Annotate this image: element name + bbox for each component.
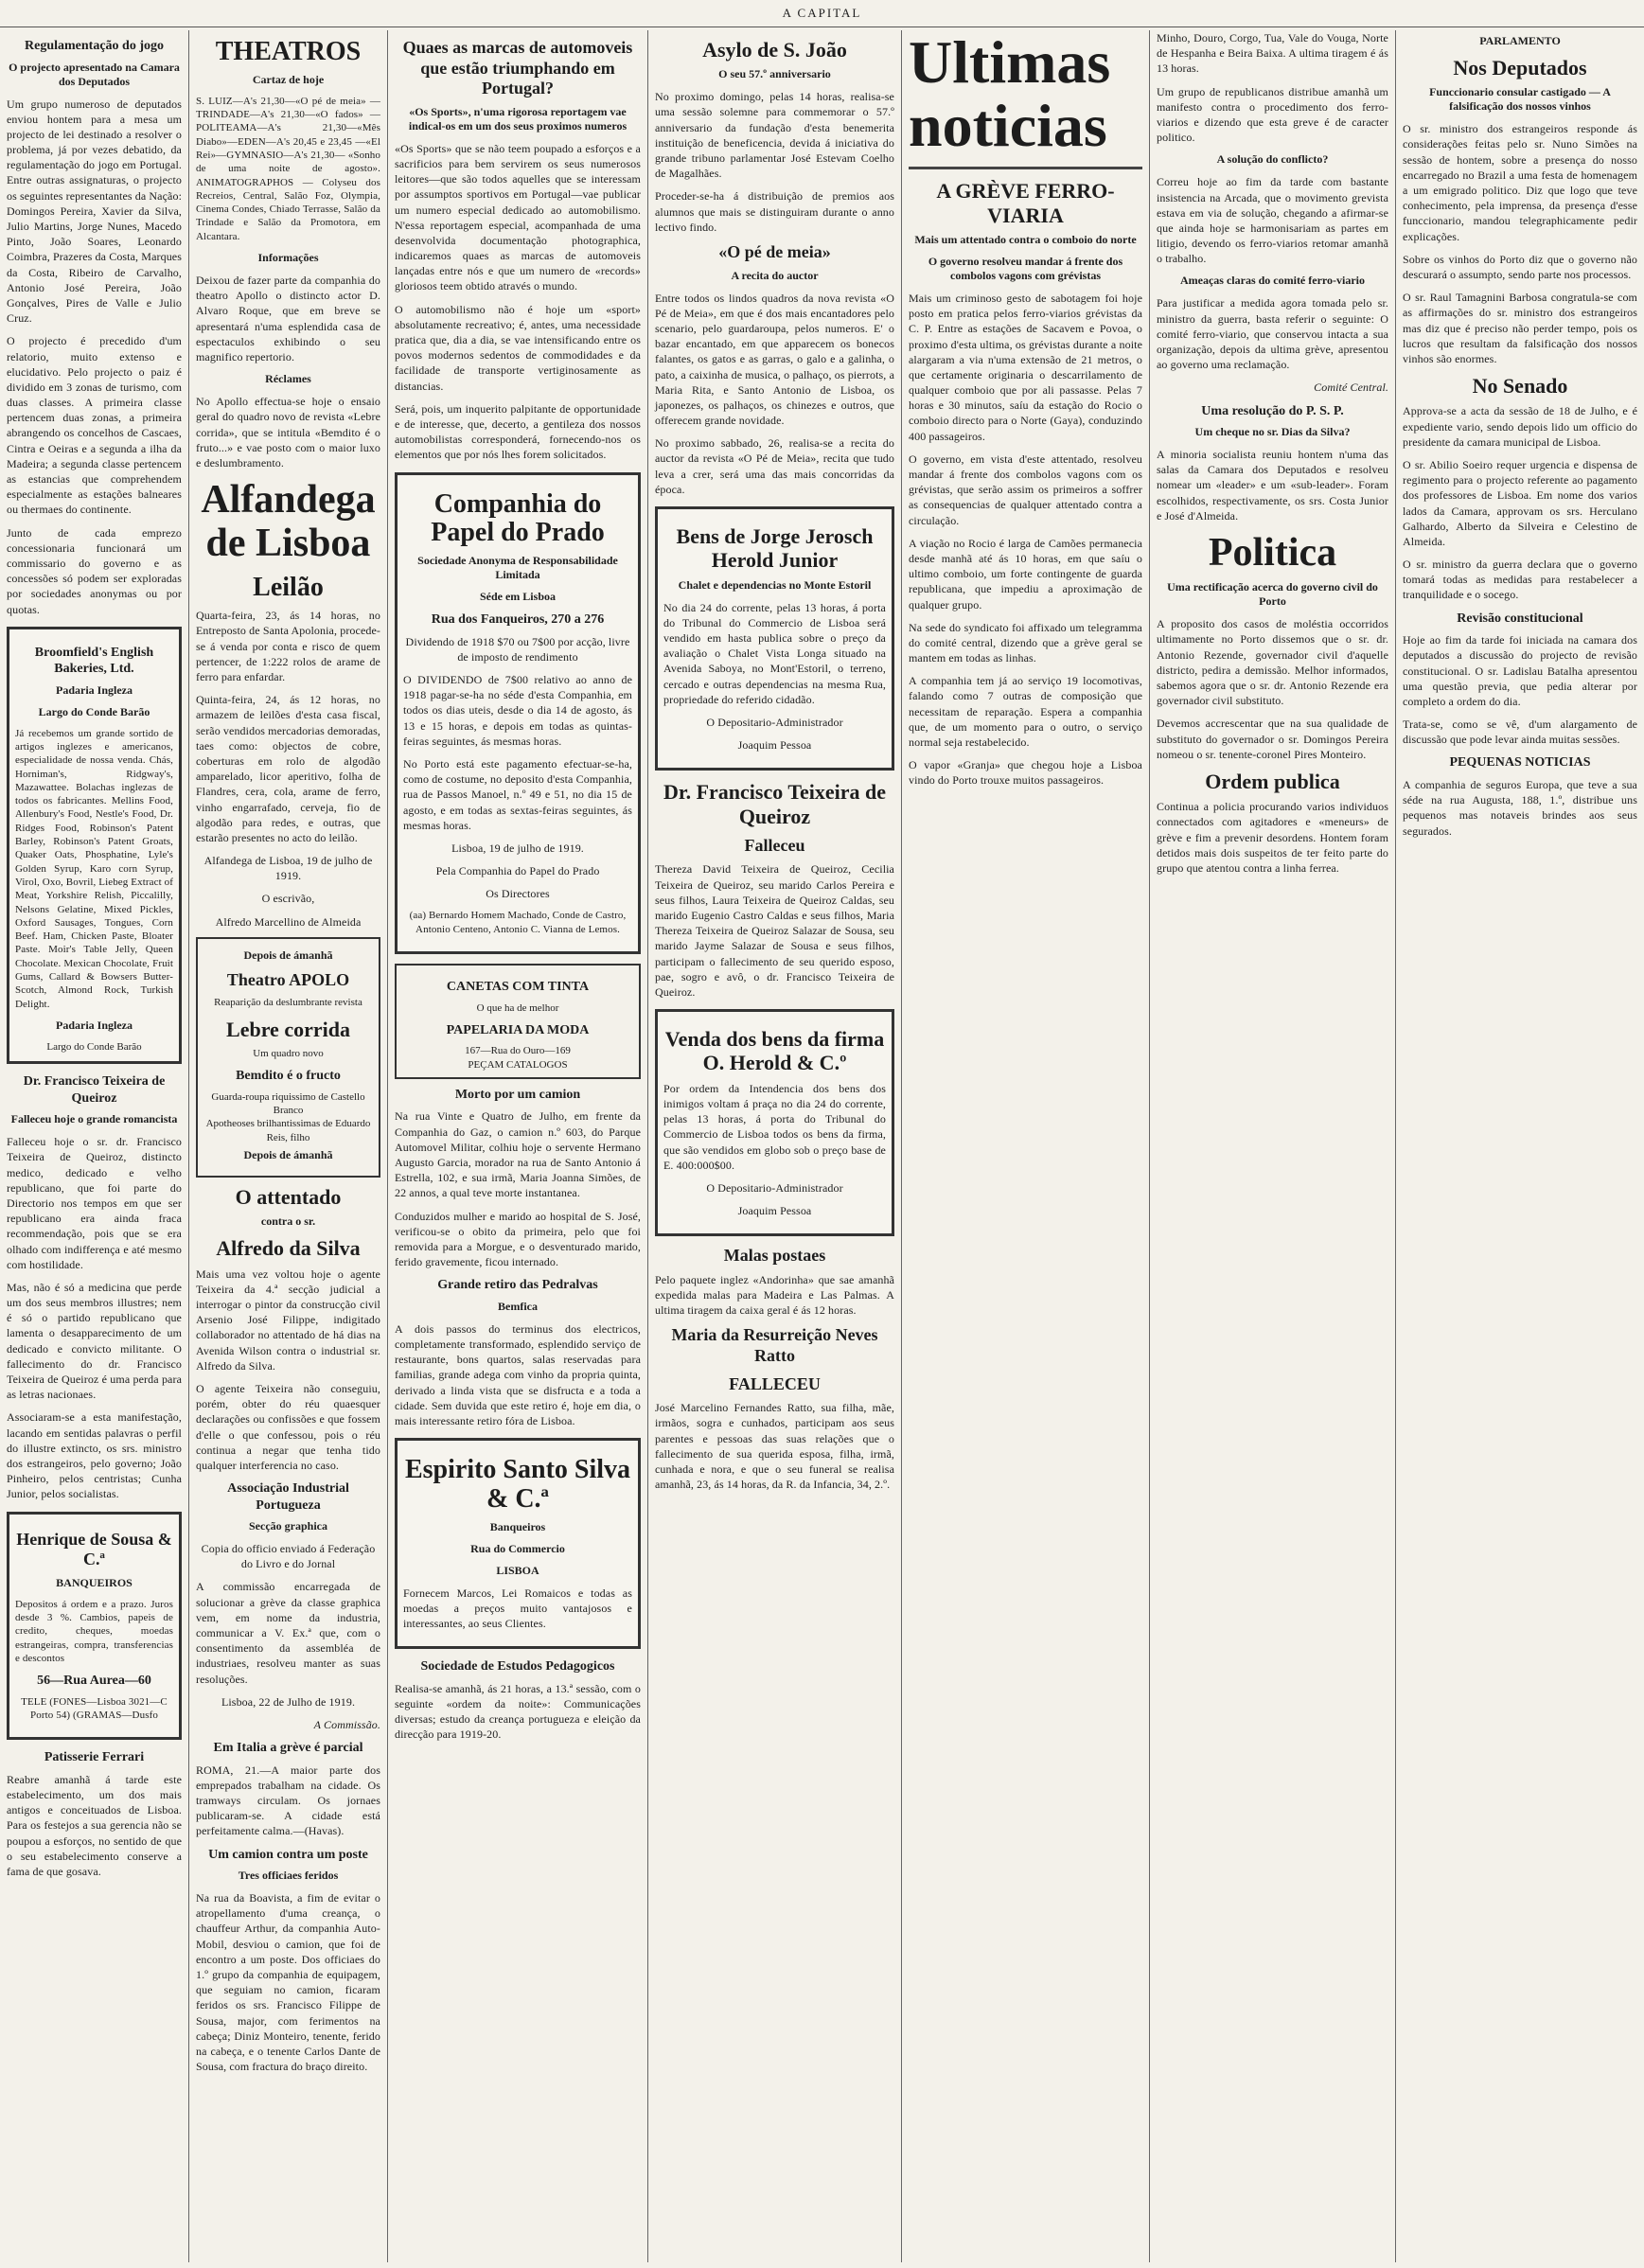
article-subtitle: Tres officiaes feridos: [238, 1869, 339, 1883]
ad-line: Guarda-roupa riquissimo de Castello Branco: [211, 1090, 365, 1117]
article-text: Continua a policia procurando varios individuos connectados com agitadores e «meneurs» de grève e fim a prevenir desordens. Hontem foram detidos mais dois suspeitos de ter feito parte do grupo que atentou contra a linha ferrea.: [1157, 800, 1388, 875]
ad-line: Reaparição da deslumbrante revista: [214, 997, 362, 1009]
article-text: ROMA, 21.—A maior parte dos emprepados trabalham na cidade. Os tramways circulam. Os jornaes publicaram-se. A cidade está perfeitamente calma.—(Havas).: [196, 1763, 380, 1838]
article-text: Trata-se, como se vê, d'um alargamento de discussão que pode levar ainda muitas sessões.: [1403, 718, 1637, 747]
column-5: [902, 30, 1150, 2262]
ad-line: PEÇAM CATALOGOS: [468, 1058, 568, 1071]
ad-text: Já recebemos um grande sortido de artigos inglezes e americanos, especialidade de nossa venda. Chás, Horniman's, Ridgway's, Mazawattee. Bolachas inglezas de todos os fabricantes. Mellins Food, Allenbury's Food, Nestle's Food, Dr. Ridges Food, Robinson's Patent Barley, Robinson's Patent Groats, Quaker Oats, Phosphatine, Lyle's Golden Syrup, Karo corn Syrup, Virol, Oxo, Bovril, Liebeg Extract of Meat, Yorkshire Relish, Piccalilly, Nelsons Gelatine, Mixed Pickles, Oxford Sausages, Tongues, Corn Beef. Ham, Chicken Paste, Bloater Paste. Moir's Table Jelly, Queen Chocolate. Mexican Chocolate, Fruit Gums, Callard & Bowsers Butter-Scotch, Almond Rock, Turkish Delight.: [15, 727, 173, 1010]
article-title: Alfredo da Silva: [216, 1236, 361, 1261]
theatres-subtitle: Cartaz de hoje: [252, 72, 325, 86]
sale-subtitle: Chalet e dependencias no Monte Estoril: [678, 577, 872, 592]
ad-header: Depois de ámanhã: [243, 948, 333, 962]
ad-theatre: Theatro APOLO: [226, 969, 350, 989]
article-subtitle: Bemfica: [498, 1299, 538, 1313]
ad-line: Apotheoses brilhantissimas de Eduardo Reis, filho: [205, 1118, 371, 1143]
article-text: O DIVIDENDO de 7$00 relativo ao anno de 1918 pagar-se-ha no séde d'esta Companhia, em todos os dias uteis, desde o dia 14 de agosto, ás 13 e 15 horas, e depois em todas as quintas-feiras seguintes, ás mesmas horas.: [403, 673, 632, 748]
article-title: Em Italia a grève é parcial: [213, 1741, 363, 1756]
article-text: Na rua Vinte e Quatro de Julho, em frente da Companhia do Gaz, o camion n.º 603, do Parque Automovel Militar, colhiu hoje o servente Hermano Augusto Garcia, morador na rua de Santo Antonio á Estrella, 102, e sua irmã, Maria Joanna Simões, de 22 annos, a qual teve morte instantanea.: [395, 1109, 641, 1200]
article-text: Por ordem da Intendencia dos bens dos inimigos voltam á praça no dia 24 do corrente, pelas 13 horas, á porta do Tribunal do Commercio de Lisboa todos os bens da firma, que são vendidos em globo sob o preço base de E. 400:000$00.: [663, 1081, 886, 1172]
article-text: Falleceu hoje o sr. dr. Francisco Teixeira de Queiroz, distincto medico, dedicado e velho republicano, que foi parte do Directorio nos tempos em que ser republicano era ainda fraca recommendação, pois que se era olhado com indifferença e até mesmo com hostilidade.: [7, 1135, 182, 1271]
article-subtitle: Mais um attentado contra o comboio do norte: [914, 232, 1137, 246]
article-text: A viação no Rocio é larga de Camões permanecia desde manhã até ás 10 horas, em que saíu o ultimo comboio, um forte contingente de guarda republicana, que impediu a aproximação de qualquer grupo.: [909, 536, 1142, 611]
article-text: No Apollo effectua-se hoje o ensaio geral do quadro novo de revista «Lebre corrida», que se intitula «Bemdito é o fruto...» e vae posto com o maior luxo e deslumbramento.: [196, 395, 380, 470]
article-subtitle: Uma rectificação acerca do governo civil do Porto: [1167, 580, 1378, 609]
sale-title: Bens de Jorge Jerosch Herold Junior: [676, 524, 874, 573]
article-text: Realisa-se amanhã, ás 21 horas, a 13.ª sessão, com o seguinte «ordem da noite»: Communicações diversas; estudo da creança portugueza e eleição da direcção para 1919-20.: [395, 1681, 641, 1742]
signature-name: Alfredo Marcellino de Almeida: [215, 914, 362, 929]
article-title: Grande retiro das Pedralvas: [437, 1278, 598, 1293]
obituary-title: Dr. Francisco Teixeira de Queiroz: [663, 780, 887, 828]
article-text: Será, pois, um inquerito palpitante de opportunidade e de interesse, que, decerto, a gentileza dos nossos automobilistas corresponderá, fornecendo-nos os elementos que por nós lhes forem solicitados.: [395, 401, 641, 462]
signature-name: Joaquim Pessoa: [737, 738, 812, 753]
article-text: Minho, Douro, Corgo, Tua, Vale do Vouga, Norte de Hespanha e Beira Baixa. A ultima tiragem é ás 13 horas.: [1157, 31, 1388, 76]
article-text: Entre todos os lindos quadros da nova revista «O Pé de Meia», em que é dos mais encantadores pelo scenario, pelo guardaroupa, pelos numeros. E' o bazar encantado, em que apparecem os bonecos falantes, os gatos e as garras, o galo e a galinha, o pato, a caixinha de musica, o palhaço, os pierrots, a Maria Rita, e Santo Antonio de Lisboa, os japonezes, os palhaços, os chinezes e outros, que offerecem grande novidade.: [655, 291, 894, 428]
article-text: José Marcelino Fernandes Ratto, sua filha, mãe, irmãos, sogra e cunhados, participam aos seus parentes e pessoas das suas relações que o fallecimento de sua querida esposa, filha, irmã, cunhada e nora, e que o seu funeral se realisa amanhã, 23, ás 14 horas, da R. da Infancia, 34, 2.º.: [655, 1401, 894, 1492]
customs-title: Alfandega de Lisboa: [201, 478, 376, 566]
theatres-heading: THEATROS: [215, 37, 362, 66]
politics-title: Politica: [1208, 531, 1337, 575]
section-title: A solução do conflicto?: [1216, 152, 1329, 167]
bank-ad: [7, 1512, 182, 1741]
ad-title: Henrique de Sousa & C.ª: [16, 1529, 172, 1569]
auction-title: Leilão: [253, 572, 324, 602]
bank-address: Rua do Commercio: [470, 1541, 565, 1555]
signature: Comité Central.: [1314, 381, 1388, 395]
theatre-ad: [196, 937, 380, 1178]
article-text: Proceder-se-ha á distribuição de premios aos alumnos que mais se distinguiram durante o anno lectivo findo.: [655, 189, 894, 234]
ad-footer-place: Largo do Conde Barão: [46, 1040, 142, 1053]
article-title: «O pé de meia»: [718, 241, 831, 261]
article-text: A companhia tem já ao serviço 19 locomotivas, falando como 7 outras de composição que necessitam de reparação. Espera a companhia que, de um momento para o outro, o serviço normal seja restabelecido.: [909, 674, 1142, 750]
ad-title: Broomfield's English Bakeries, Ltd.: [34, 645, 154, 677]
column-1: [0, 30, 189, 2262]
article-text: A dois passos do terminus dos electricos, completamente transformado, esplendido serviço de restaurante, bons quartos, salas reservadas para familias, grande adega com vinho da propria quinta, derivado a linda vista que se disfructa e a toda a cidade. Sem duvida que este retiro é, hoje em dia, o mais interessante retiro fóra de Lisboa.: [395, 1321, 641, 1427]
column-7: [1396, 30, 1644, 2262]
sale-title: Venda dos bens da firma O. Herold & C.º: [664, 1027, 885, 1075]
article-title: Um camion contra um poste: [208, 1847, 368, 1862]
article-text: Quinta-feira, 24, ás 12 horas, no armazem de leilões d'esta casa fiscal, serão vendidos mercadorias demoradas, taes como: objectos de cobre, coberturas em rolo de algodão amparelado, licor aperitivo, folha de Flandres, cera, cola, arame de ferro, vinho engarrafado, cerveja, fio de algodão para redes, e outras, que estarão presentes no acto do leilão.: [196, 693, 380, 844]
company-seat: Séde em Lisboa: [479, 590, 556, 604]
article-text: «Os Sports» que se não teem poupado a esforços e a sacrificios para bem servirem os seus numerosos leitores—que são todos aquelles que se interessam por assumptos sportivos em Portugal—vae publicar um numero especial dedicado ao automobilismo. N'essa reportagem especial, acompanhada de uma desenvolvida documentação photographica, indicaremos quaes as marcas de automoveis lançadas entre nós e que um numero de «records» gloriosos teem obtido através o mundo.: [395, 141, 641, 293]
article-subtitle: O governo resolveu mandar á frente dos combolos vagons com grévistas: [928, 254, 1123, 282]
bakery-ad: [7, 627, 182, 1065]
signature: O Depositario-Administrador: [706, 715, 843, 729]
obituary-title: Dr. Francisco Teixeira de Queiroz: [23, 1074, 166, 1106]
date-line: Alfandega de Lisboa, 19 de julho de 1919.: [203, 854, 373, 883]
ad-line: O que ha de melhor: [476, 1001, 559, 1014]
article-title: Regulamentação do jogo: [25, 39, 164, 53]
section-title: Réclames: [265, 372, 311, 386]
article-text: Copia do officio enviado á Federação do Livro e do Jornal: [201, 1542, 376, 1571]
ad-phone: TELE (FONES—Lisboa 3021—C Porto 54) (GRAMAS—Dusfo: [21, 1695, 168, 1721]
sale-ad: [655, 1009, 894, 1236]
article-text: A proposito dos casos de moléstia occorridos ultimamente no Porto dissemos que o sr. dr. Antonio Rezende, governador civil d'aquelle districto, pedira a demissão. Melhor informados, sabemos agora que o sr. dr. Antonio Rezende era governador civil substituto.: [1157, 617, 1388, 708]
signature: O escrivão,: [261, 892, 315, 906]
article-text: A commissão encarregada de solucionar a grève da classe graphica vem, em nome da industria, communicar a V. Ex.ª que, com o consentimento da assembléa de industriaes, resolveu manter as suas resoluções.: [196, 1580, 380, 1686]
date-line: Lisboa, 22 de Julho de 1919.: [221, 1694, 356, 1709]
signature: Os Directores: [486, 887, 550, 901]
article-text: Na sede do syndicato foi affixado um telegramma do comité central, dizendo que a grève geral se mantem em todas as linhas.: [909, 620, 1142, 665]
article-text: Mais uma vez voltou hoje o agente Teixeira da 4.ª secção judicial a interrogar o pintor da construcção civil Arsenio José Filippe, indigitado collaborador no attentado de há dias na Avenida Wilson contra o industrial sr. Alfredo da Silva.: [196, 1267, 380, 1373]
article-text: Approva-se a acta da sessão de 18 de Julho, e é expediente vario, sendo depois lido um officio do presidente da camara municipal de Lisboa.: [1403, 404, 1637, 449]
signature: Pela Companhia do Papel do Prado: [435, 864, 600, 878]
article-text: O vapor «Granja» que chegou hoje a Lisboa vindo do Porto trouxe muitos passageiros.: [909, 758, 1142, 788]
association-subtitle: Secção graphica: [249, 1519, 327, 1533]
obituary-title: Maria da Resurreição Neves Ratto: [671, 1325, 878, 1366]
pens-ad: [395, 964, 641, 1079]
article-text: Junto de cada emprezo concessionaria funcionará um commissario do governo e as concessões só podem ser exploradas por sociedades anonymas ou por quotas.: [7, 525, 182, 616]
ad-line: Um quadro novo: [253, 1048, 324, 1060]
article-text: Correu hoje ao fim da tarde com bastante insistencia na Arcada, que o movimento grevista estava em via de solução, chegando a afirmar-se que ainda hoje se harmonisariam as partes em litigio, devendo os ferro-viarios retomar amanhã o trabalho.: [1157, 175, 1388, 266]
section-label: PARLAMENTO: [1479, 34, 1561, 47]
article-title: Uma resolução do P. S. P.: [1201, 403, 1344, 418]
bank-city: LISBOA: [496, 1563, 539, 1577]
article-subtitle: A recita do auctor: [731, 268, 819, 282]
article-subtitle: «Os Sports», n'uma rigorosa reportagem vae indical-os em um dos seus proximos numeros: [408, 104, 628, 133]
article-title: PEQUENAS NOTICIAS: [1449, 755, 1591, 771]
article-title: Quaes as marcas de automoveis que estão triumphando em Portugal?: [402, 38, 633, 98]
article-title: Malas postaes: [723, 1246, 826, 1266]
company-ad: [395, 472, 641, 955]
obituary-subtitle: Falleceu: [744, 835, 805, 855]
article-text: No dia 24 do corrente, pelas 13 horas, á porta do Tribunal do Commercio de Lisboa será vendido em hasta publica sobre o preço da avaliação o Chalet Vista Longa situado na Avenida Saboya, no Mont'Estoril, o terreno, cercado e outras dependencias na mesma Rua, propriedade do referido cidadão.: [663, 600, 886, 706]
signature-name: Joaquim Pessoa: [737, 1204, 812, 1218]
article-text: No Porto está este pagamento efectuar-se-ha, como de costume, no deposito d'esta Companhia, rua de Passos Manoel, n.º 49 e 51, no dia 15 de agosto, e em todas as sextas-feiras seguintes, ás mesmas horas.: [403, 756, 632, 832]
article-title: Patisserie Ferrari: [44, 1750, 145, 1765]
sale-ad: [655, 506, 894, 771]
company-address: Rua dos Fanqueiros, 270 a 276: [431, 612, 605, 628]
ad-address: 167—Rua do Ouro—169: [465, 1045, 571, 1057]
ad-title: CANETAS COM TINTA: [446, 980, 590, 995]
article-text: O governo, em vista d'este attentado, resolveu mandar á frente dos combolos vagons com os grévistas, que serão assim os primeiros a soffrer as consequencias de qualquer attentado contra a circulação.: [909, 452, 1142, 527]
section-title: Informações: [257, 251, 319, 265]
ad-show: Bemdito é o fructo: [236, 1069, 341, 1084]
company-subtitle: Sociedade Anonyma de Responsabilidade Limitada: [417, 554, 618, 582]
article-text: S. LUIZ—A's 21,30—«O pé de meia» —TRINDADE—A's 21,30—«O fados» —POLITEAMA—A's 21,30—«Mês Diabo»—EDEN—A's 20,45 e 23,45 —«El Rei»—GYMNASIO—A's 21,30— «Sonho de uma noite de agosto». ANIMATOGRAPHOS — Colyseu dos Recreios, Central, Salão Foz, Olympia, Cinema Condes, Chiado Terrasse, Salão da Trindade e Salão da Promotora, em Alcantara.: [196, 95, 380, 242]
bank-ad: [395, 1438, 641, 1649]
article-text: Para justificar a medida agora tomada pelo sr. ministro da guerra, basta referir o seguinte: O comité ferro-viario, que conservou intacta a sua organização, depois da ultima grève, apresentou ao governo uma reclamação.: [1157, 296, 1388, 372]
date-line: Lisboa, 19 de julho de 1919.: [451, 841, 584, 855]
article-text: Mais um criminoso gesto de sabotagem foi hoje posto em pratica pelos ferro-viarios grévistas da C. P. Entre as estações de Sacavem e Povoa, o proximo d'esta ultima, os grévistas durante a noite alargaram a via n'uma extensão de 21 metros, o que certamente originaria o descarrilamento de qualquer comboio que por ali passasse. Pelas 7 horas e 30 minutos, saíu da estação do Rocio o comboio directo para o Norte (Gaya), conduzindo 400 passageiros.: [909, 291, 1142, 443]
column-3: [388, 30, 648, 2262]
article-text: A companhia de seguros Europa, que teve a sua séde na rua Augusta, 188, 1.º, distribue uns pequenos mas notaveis brindes aos seus segurados.: [1403, 777, 1637, 838]
article-text: Conduzidos mulher e marido ao hospital de S. José, verificou-se o obito da primeira, pelo que foi removida para a Morgue, e o desventurado marido, ferido gravemente, ficou internado.: [395, 1209, 641, 1269]
article-title: A GRÈVE FERRO-VIARIA: [936, 179, 1115, 227]
article-text: Thereza David Teixeira de Queiroz, Cecilia Teixeira de Queiroz, seu marido Carlos Pereira e seus filhos, Laura Teixeira de Queiroz Caldas, seu marido Eugenio Castro Caldas e seus filhos, Maria Thereza Teixeira de Queiroz Salazar de Sousa, seu marido Jayme Salazar de Sousa e seus filhos, participam o fallecimento de seu querido esposo, pae, sogro e avô, o dr. Francisco Teixeira de Queiroz.: [655, 862, 894, 999]
ad-name: Padaria Ingleza: [56, 682, 133, 697]
bank-subtitle: Banqueiros: [489, 1519, 546, 1533]
column-4: [648, 30, 902, 2262]
public-order-title: Ordem publica: [1205, 769, 1340, 793]
article-text: Associaram-se a esta manifestação, lacando em sentidas palavras o perfil do illustre extincto, os srs. ministro dos estrangeiros, pelo governo; João Pinheiro, pelos centristas; Cunha Junior, pelos socialistas.: [7, 1410, 182, 1501]
article-text: Sobre os vinhos do Porto diz que o governo não descurará o assumpto, sendo parte nos processos.: [1403, 252, 1637, 281]
article-text: O sr. ministro dos estrangeiros responde ás considerações feitas pelo sr. Nuno Simões na sessão de hontem, sobre a presença do nosso encarregado no Brazil a uma festa de homenagem a um emigrado politico. Diz que logo que teve conhecimento, pela imprensa, da presença d'esse funccionario, mandou telegraphicamente pedir explicações.: [1403, 122, 1637, 243]
signature: A Commissão.: [313, 1717, 380, 1731]
article-text: O sr. Raul Tamagnini Barbosa congratula-se com as affirmações do sr. ministro dos estrangeiros mas diz que é preciso não perder tempo, pois os lucros que resultam da falsificação dos nossos vinhos são enormes.: [1403, 291, 1637, 365]
article-text: Um grupo numeroso de deputados enviou hontem para a mesa um projecto de lei destinado a resolver o problema, já por vezes debatido, da regulamentação do jogo em Portugal. Entre outras assignaturas, o projecto os seguintes representantes da Nação: Domingos Pereira, Xavier da Silva, Julio Martins, Jorge Nunes, Macedo Pinto, João Soares, Leonardo Coimbra, Prazeres da Costa, Marques da Costa, Ribeiro de Carvalho, Antonio José Pereira, João Gonçalves, Pires de Valle e Julio Cruz.: [7, 97, 182, 326]
headline: Ultimas noticias: [909, 30, 1111, 160]
obituary-subtitle: Falleceu hoje o grande romancista: [10, 1112, 178, 1126]
association-title: Associação Industrial Portugueza: [227, 1481, 349, 1513]
article-text: Fornecem Marcos, Lei Romaicos e todas as moedas a preços muito vantajosos e interessantes, ao seus Clientes.: [403, 1586, 632, 1631]
signature-names: (aa) Bernardo Homem Machado, Conde de Castro, Antonio Centeno, Antonio C. Vianna de Lemos.: [409, 910, 627, 935]
ad-footer: Depois de ámanhã: [243, 1148, 333, 1162]
company-dividend: Dividendo de 1918 $70 ou 7$00 por acção, livre de imposto de rendimento: [405, 634, 630, 664]
column-2: [189, 30, 388, 2262]
article-text: O agente Teixeira não conseguiu, porém, obter do réu quaesquer declarações ou confissões e que fossem d'elle o que confessou, pois o réu continua a negar que tenha tido qualquer interferencia no caso.: [196, 1381, 380, 1472]
article-text: O automobilismo não é hoje um «sport» absolutamente recreativo; é, antes, uma necessidade pratica que, dia a dia, se vae intensificando entre os povos modernos sedentos de commodidades e da facilidade de transporte vertiginosamente as distancias.: [395, 302, 641, 393]
ad-show: Lebre corrida: [226, 1017, 350, 1041]
article-text: Reabre amanhã á tarde este estabelecimento, um dos mais antigos e conceituados de Lisboa. Para os festejos a sua gerencia não se poupou a esforços, no sentido de que o seu estabelecimento conserve a fama de que gosava.: [7, 1772, 182, 1878]
article-text: A minoria socialista reuniu hontem n'uma das salas da Camara dos Deputados e resolveu nomear um «leader» e um «sub-leader». Foram escolhidos, respectivamente, os srs. Costa Junior e José d'Almeida.: [1157, 448, 1388, 523]
article-subtitle: O seu 57.º anniversario: [718, 67, 831, 81]
article-text: O sr. ministro da guerra declara que o governo tomará todas as medidas para restabelecer a tranquilidade e o socego.: [1403, 558, 1637, 602]
article-text: O projecto é precedido d'um relatorio, muito extenso e elucidativo. Pelo projecto o paiz é dividido em 3 zonas de turismo, com duas classes. A primeira classe pertencem duas zonas, a primeira abrangendo os concelhos de Cascaes, Cintra e Oeiras e a segunda a ilha da Madeira; a segunda classe pertencem as estancias que comprehendem especialmente as estações balneares ou thermaes do continente.: [7, 334, 182, 517]
article-title: Sociedade de Estudos Pedagogicos: [420, 1659, 615, 1674]
ad-text: Depositos á ordem e a prazo. Juros desde 3 %. Cambios, papeis de credito, cheques, moedas estrangeiras, compra, transferencias e descontos: [15, 1598, 173, 1664]
company-title: Companhia do Papel do Prado: [431, 488, 605, 548]
article-subtitle: contra o sr.: [260, 1214, 316, 1229]
article-text: Pelo paquete inglez «Andorinha» que sae amanhã expedida malas para Madeira e Las Palmas. A ultima tiragem da caixa geral é ás 12 horas.: [655, 1272, 894, 1318]
article-text: Um grupo de republicanos distribue amanhã um manifesto contra o procedimento dos ferro-viarios e dizendo que esta greve é de caracter politico.: [1157, 84, 1388, 145]
article-text: O sr. Abilio Soeiro requer urgencia e dispensa de regimento para o projecto referente ao pagamento dos professores de Lisboa. Em nome dos varios lados da Camara, approvam os srs. Herculano Galhardo, Alberto da Silveira e Celestino de Almeida.: [1403, 457, 1637, 548]
article-title: Morto por um camion: [454, 1087, 581, 1102]
article-title: O attentado: [235, 1185, 342, 1210]
masthead: A CAPITAL: [0, 6, 1644, 27]
article-title: Nos Deputados: [1453, 56, 1587, 80]
article-text: Quarta-feira, 23, ás 14 horas, no Entreposto de Santa Apolonia, procede-se á venda por conta e risco de quem pertencer, de 1:222 rolos de arame de ferro para enfardar.: [196, 609, 380, 684]
signature: O Depositario-Administrador: [706, 1180, 843, 1195]
article-text: Mas, não é só a medicina que perde um dos seus membros illustres; nem é só o partido republicano que lamenta o desapparecimento de um dedicado e convicto militante. O fallecimento do dr. Francisco Teixeira de Queiroz é uma perda para as letras nacionaes.: [7, 1280, 182, 1402]
column-6: [1150, 30, 1396, 2262]
article-text: Hoje ao fim da tarde foi iniciada na camara dos deputados a discussão do projecto de revisão constitucional. O sr. Ladislau Batalha apresentou uma questão previa, que pedia alterar por completo a ordem do dia.: [1403, 633, 1637, 708]
obituary-subtitle: FALLECEU: [729, 1373, 821, 1393]
article-text: No proximo sabbado, 26, realisa-se a recita do auctor da revista «O Pé de Meia», recita que tudo leva a crer, será uma das mais concorridas da época.: [655, 436, 894, 496]
ad-address: 56—Rua Aurea—60: [37, 1674, 151, 1689]
article-title: Revisão constitucional: [1457, 611, 1583, 626]
ad-place: Largo do Conde Barão: [38, 704, 150, 718]
article-text: Devemos accrescentar que na sua qualidade de substituto do governador o sr. Domingos Pereira nomeou o sr. tenente-coronel Pires Monteiro.: [1157, 717, 1388, 761]
article-text: Deixou de fazer parte da companhia do theatro Apollo o distincto actor D. Alvaro Roque, que em breve se apresentará n'uma esplendida casa de espectaculos exhibindo o seu magnifico repertorio.: [196, 274, 380, 363]
article-title: Asylo de S. João: [702, 38, 847, 62]
ad-footer: Padaria Ingleza: [56, 1018, 133, 1032]
bank-title: Espirito Santo Silva & C.ª: [404, 1455, 631, 1514]
article-subtitle: Funccionario consular castigado — A falsificação dos nossos vinhos: [1429, 85, 1611, 114]
article-text: Na rua da Boavista, a fim de evitar o atropellamento d'uma creança, o chauffeur Arthur, da companhia Auto-Mobil, desviou o camion, que foi de encontro a um poste. Dos officiaes do 1.º grupo da companhia de equipagem, que seguiam no camion, ficaram feridos os srs. Francisco Filippe de Sousa, major, com ferimentos na cabeça; Diniz Monteiro, tenente, ferido na cabeça, e o tenente Carlos Dante de Sousa, com fractura do braço direito.: [196, 1891, 380, 2074]
article-subtitle: O projecto apresentado na Camara dos Deputados: [9, 60, 180, 88]
article-subtitle: Um cheque no sr. Dias da Silva?: [1194, 425, 1351, 439]
article-text: No proximo domingo, pelas 14 horas, realisa-se uma sessão solemne para commemorar o 57.º anniversario da fundação d'esta benemerita instituição de beneficencia, devida á iniciativa do grande tribuno parlamentar José Estevam Coelho de Magalhães.: [655, 90, 894, 181]
article-title: No Senado: [1472, 374, 1568, 399]
ad-subtitle: BANQUEIROS: [56, 1575, 133, 1589]
section-title: Ameaças claras do comité ferro-viario: [1179, 274, 1366, 288]
ad-shop: PAPELARIA DA MODA: [446, 1022, 590, 1037]
